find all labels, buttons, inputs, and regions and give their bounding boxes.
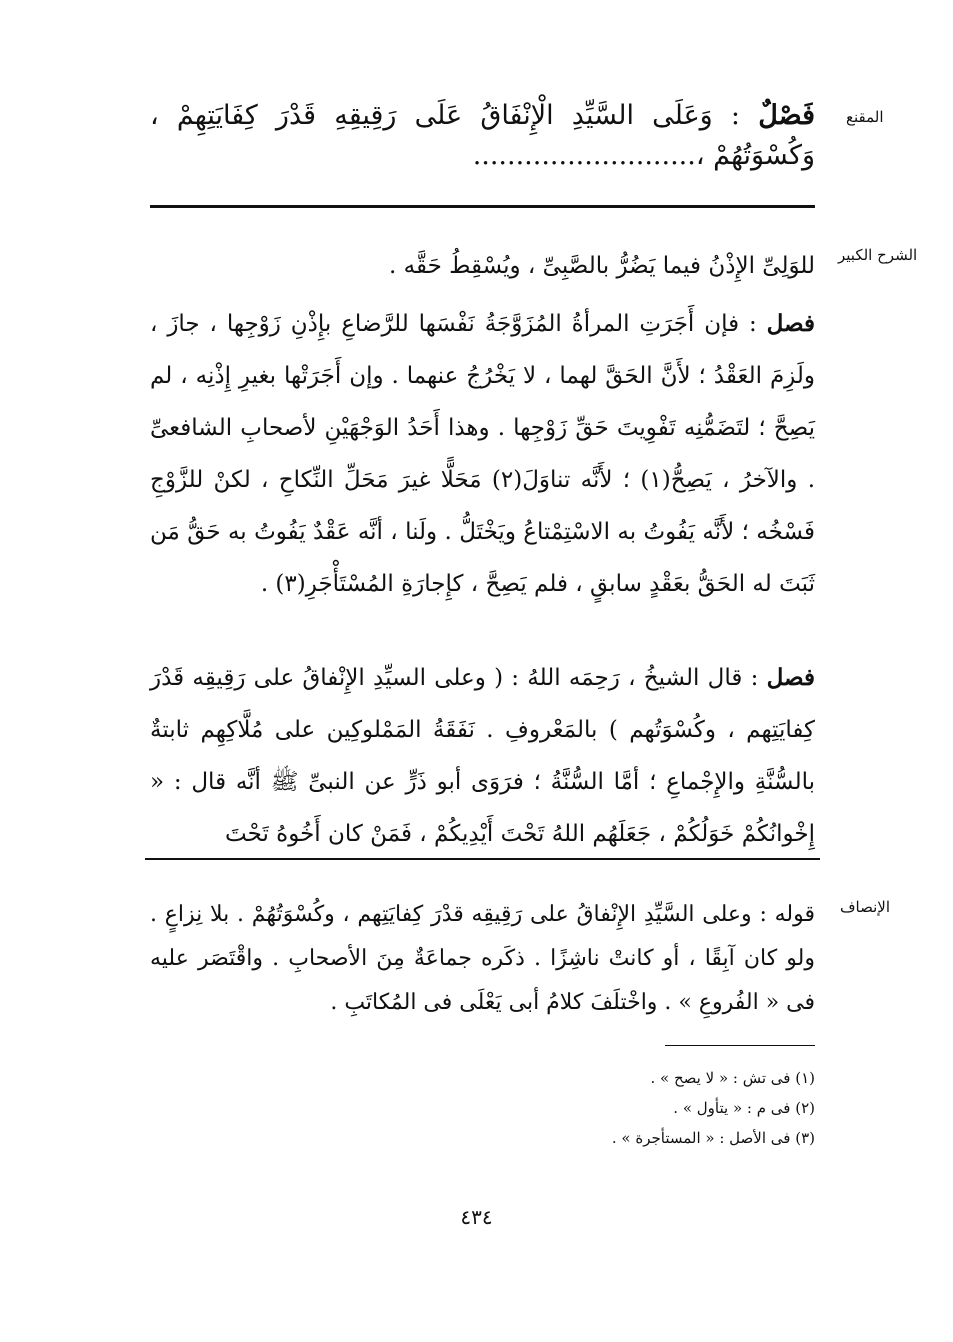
muqni-lead: فَصْلٌ (758, 100, 815, 131)
sharh-intro: للوَلِىِّ الإِذْنُ فيما يَضُرُّ بالصَّبِىِّ ، ويُسْقِطُ حَقَّه . (389, 253, 815, 279)
sharh-p1-body: : فإن أَجَرَتِ المرأةُ المُزَوَّجَةُ نَفْسَها للرَّضاعِ بإِذْنِ زَوْجِها ، جازَ ، ولَزِمَ العَقْدُ ؛ لأَنَّ الحَقَّ لهما ، لا يَخْرُجُ عنهما . وإن أَجَرَتْها بغيرِ إِذْنِه ، لم يَصِحَّ ؛ لتَضَمُّنِه تَفْوِيتَ حَقِّ زَوْجِها . وهذا أَحَدُ الوَجْهَيْنِ لأصحابِ الشافعىِّ . والآخرُ ، يَصِحُّ(١) ؛ لأَنَّه تناوَلَ(٢) مَحَلًّا غيرَ مَحَلِّ النِّكاحِ ، لكنْ للزَّوْجِ فَسْخُه ؛ لأَنَّه يَفُوتُ به الاسْتِمْتاعُ ويَخْتَلُّ . ولَنا ، أنَّه عَقْدٌ يَفُوتُ به حَقُّ مَن ثَبَتَ له الحَقُّ بعَقْدٍ سابقٍ ، فلم يَصِحَّ ، كإِجارَةِ المُسْتَأْجَرِ(٣) . (150, 311, 816, 597)
insaf-text: قوله : وعلى السَّيِّدِ الإِنْفاقُ على رَقِيقِه قدْرَ كِفايَتِهم ، وكُسْوَتُهُمْ . بلا نِزاعٍ . ولو كان آبِقًا ، أو كانتْ ناشِزًا . ذكَره جماعَةٌ مِنَ الأصحابِ . واقْتَصَر عليه فى « الفُروعِ » . واخْتلَفَ كلامُ أبى يَعْلَى فى المُكاتَبِ . (150, 902, 815, 1015)
label-insaf: الإنصاف (840, 898, 891, 916)
sharh-p1-lead: فصل (766, 310, 815, 337)
footnote-divider (665, 1045, 815, 1046)
muqni-text (150, 96, 815, 176)
label-sharh-kabir: الشرح الكبير (838, 246, 918, 264)
sharh-paragraph-2 (150, 652, 815, 860)
label-muqni: المقنع (846, 108, 884, 126)
sharh-p2-lead: فصل (766, 664, 815, 691)
sharh-p2-body: : قال الشيخُ ، رَحِمَه اللهُ : ( وعلى السيِّدِ الإِنْفاقُ على رَقِيقِه قَدْرَ كِفايَتِهم ، وكُسْوَتُهم ) بالمَعْروفِ . نَفَقَةُ المَمْلوكِين على مُلَّاكِهِم ثابتةٌ بالسُّنَّةِ والإِجْماعِ ؛ أمَّا السُّنَّةُ ؛ فرَوَى أبو ذَرٍّ عن النبىِّ ﷺ أنَّه قال : « إِخْوانُكُمْ خَوَلُكُمْ ، جَعَلَهُم اللهُ تَحْتَ أَيْدِيكُمْ ، فَمَنْ كان أَخُوهُ تَحْتَ (150, 665, 815, 847)
page-number: ٤٣٤ (460, 1205, 493, 1229)
muqni-body: : وَعَلَى السَّيِّدِ الْإِنْفَاقُ عَلَى رَقِيقِهِ قَدْرَ كِفَايَتِهِمْ ، وَكُسْوَتُهُمْ ،.......................... (150, 100, 815, 171)
footnote-3: (٣) فى الأصل : « المستأجرة » . (611, 1129, 815, 1147)
sharh-paragraph-1 (150, 298, 815, 610)
footnote-1: (١) فى تش : « لا يصح » . (650, 1069, 815, 1087)
muqni-divider (150, 205, 815, 208)
footnote-2: (٢) فى م : « يتأول » . (673, 1099, 815, 1117)
sharh-divider (145, 858, 820, 860)
